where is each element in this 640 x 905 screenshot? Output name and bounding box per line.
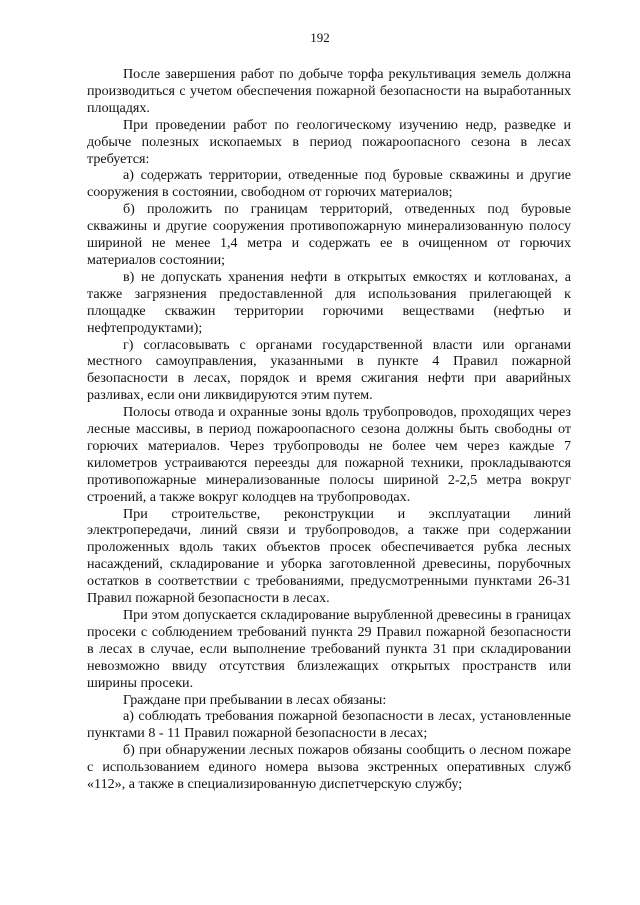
paragraph-storage: При этом допускается складирование вырубленной древесины в границах просеки с соблюдением требований пункта 29 Правил пожарной безопасности в лесах в случае, если выполнение требований пункта 31 при складировании невозможно ввиду отсутствия близлежащих открытых пространств или ширины просеки. [87, 607, 571, 691]
paragraph-item-v: в) не допускать хранения нефти в открытых емкостях и котлованах, а также загрязнения предоставленной для использования прилегающей к площадке скважин территории горючими веществами (нефтью и нефтепродуктами); [87, 268, 571, 336]
paragraph-geological-works: При проведении работ по геологическому изучению недр, разведке и добыче полезных ископаемых в период пожароопасного сезона в лесах требуется: [87, 116, 571, 167]
paragraph-power-lines: При строительстве, реконструкции и эксплуатации линий электропередачи, линий связи и трубопроводов, а также при содержании проложенных вдоль таких объектов просек обеспечивается рубка лесных насаждений, складирование и уборка заготовленной древесины, порубочных остатков в соответствии с требованиями, предусмотренными пунктами 26-31 Правил пожарной безопасности в лесах. [87, 505, 571, 607]
body-text [87, 66, 571, 793]
paragraph-item-g: г) согласовывать с органами государственной власти или органами местного самоуправления, указанными в пункте 4 Правил пожарной безопасности в лесах, порядок и время сжигания нефти при аварийных разливах, если они ликвидируются этим путем. [87, 336, 571, 404]
paragraph-item-a: а) содержать территории, отведенные под буровые скважины и другие сооружения в состоянии, свободном от горючих материалов; [87, 167, 571, 201]
paragraph-item-b: б) проложить по границам территорий, отведенных под буровые скважины и другие сооружения противопожарную минерализованную полосу шириной не менее 1,4 метра и содержать ее в очищенном от горючих материалов состоянии; [87, 201, 571, 268]
paragraph-peat-reclamation: После завершения работ по добыче торфа рекультивация земель должна производиться с учетом обеспечения пожарной безопасности на выработанных площадях. [87, 66, 571, 116]
paragraph-citizens: Граждане при пребывании в лесах обязаны: [123, 691, 387, 708]
paragraph-citizens-a: а) соблюдать требования пожарной безопасности в лесах, установленные пунктами 8 - 11 Правил пожарной безопасности в лесах; [87, 708, 571, 742]
page-number: 192 [310, 30, 330, 45]
paragraph-pipelines: Полосы отвода и охранные зоны вдоль трубопроводов, проходящих через лесные массивы, в период пожароопасного сезона должны быть свободны от горючих материалов. Через трубопроводы не более чем через каждые 7 километров устраиваются переезды для пожарной техники, прокладываются противопожарные минерализованные полосы шириной 2-2,5 метра вокруг строений, а также вокруг колодцев на трубопроводах. [87, 404, 571, 505]
paragraph-citizens-b: б) при обнаружении лесных пожаров обязаны сообщить о лесном пожаре с использованием единого номера вызова экстренных оперативных служб «112», а также в специализированную диспетчерскую службу; [87, 742, 571, 793]
